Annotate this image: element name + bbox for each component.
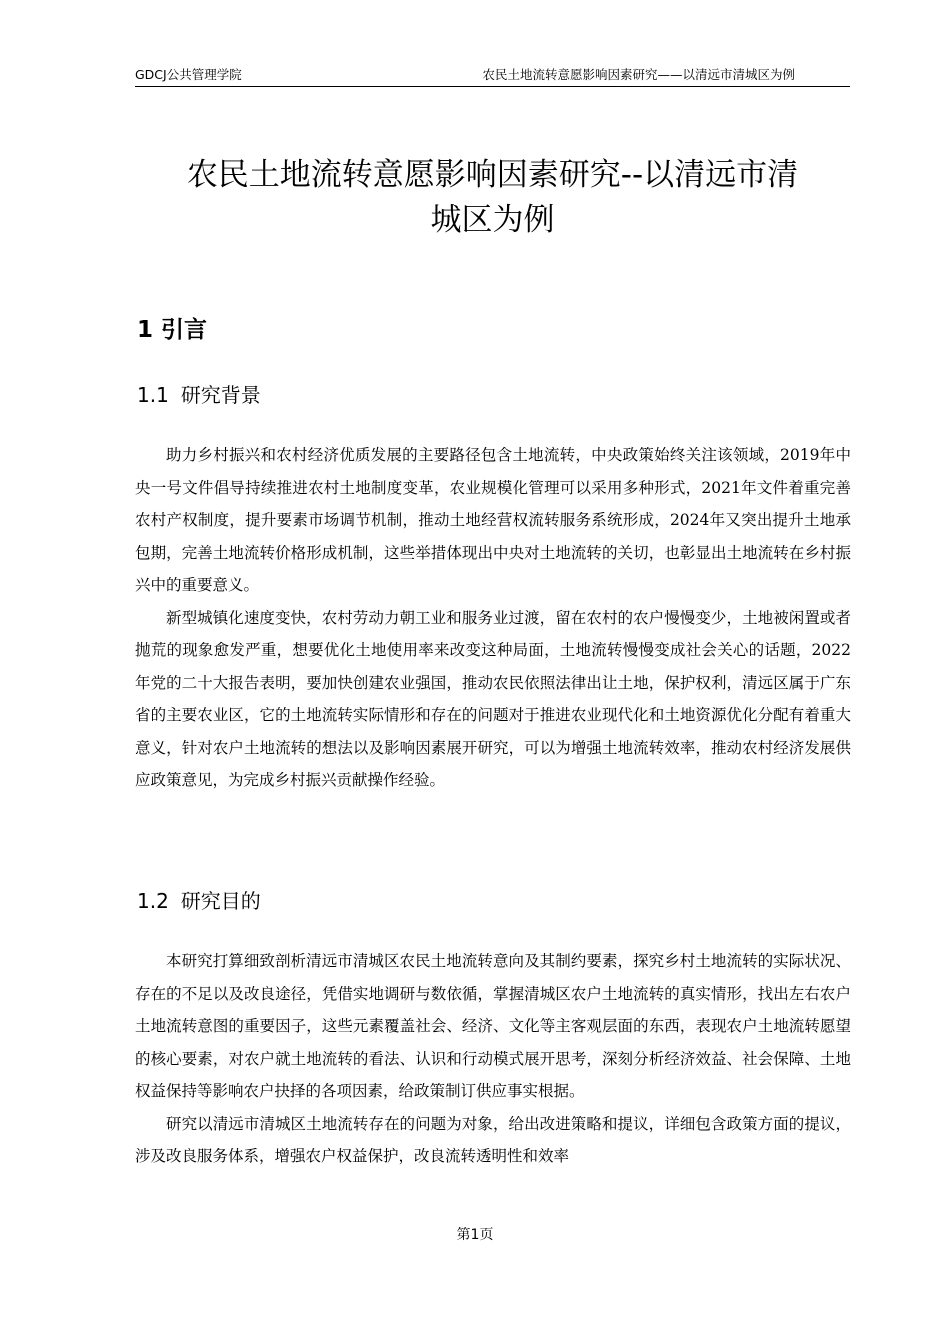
paragraph: 研究以清远市清城区土地流转存在的问题为对象，给出改进策略和提议，详细包含政策方面的提议，涉及改良服务体系，增强农户权益保护，改良流转透明性和效率 <box>135 1114 851 1165</box>
page-number: 第1页 <box>456 1227 494 1243</box>
document-title <box>135 153 850 243</box>
header-running-title: 农民土地流转意愿影响因素研究——以清远市清城区为例 <box>482 67 795 82</box>
title-line-1: 农民土地流转意愿影响因素研究--以清远市清 <box>186 157 799 193</box>
header-institution: GDCJ公共管理学院 <box>135 67 242 82</box>
paragraph: 本研究打算细致剖析清远市清城区农民土地流转意向及其制约要素，探究乡村土地流转的实际状况、存在的不足以及改良途径，凭借实地调研与数依循，掌握清城区农户土地流转的真实情形，找出左右农户土地流转意图的重要因子，这些元素覆盖社会、经济、文化等主客观层面的东西，表现农户土地流转愿望的核心要素，对农户就土地流转的看法、认识和行动模式展开思考，深刻分析经济效益、社会保障、土地权益保持等影响农户抉择的各项因素，给政策制订供应事实根据。 <box>135 952 851 1100</box>
subsection-1-2-number: 1.2 <box>137 889 169 913</box>
paragraph: 助力乡村振兴和农村经济优质发展的主要路径包含土地流转，中央政策始终关注该领域，2019年中央一号文件倡导持续推进农村土地制度变革，农业规模化管理可以采用多种形式，2021年文件着重完善农村产权制度，提升要素市场调节机制，推动土地经营权流转服务系统形成，2024年又突出提升土地承包期，完善土地流转价格形成机制，这些举措体现出中央对土地流转的关切，也彰显出土地流转在乡村振兴中的重要意义。 <box>135 446 851 594</box>
subsection-1-1-title: 研究背景 <box>180 383 261 407</box>
paragraph: 新型城镇化速度变快，农村劳动力朝工业和服务业过渡，留在农村的农户慢慢变少，土地被闲置或者抛荒的现象愈发严重，想要优化土地使用率来改变这种局面，土地流转慢慢变成社会关心的话题，2022年党的二十大报告表明，要加快创建农业强国，推动农民依照法律出让土地，保护权利，清远区属于广东省的主要农业区，它的土地流转实际情形和存在的问题对于推进农业现代化和土地资源优化分配有着重大意义，针对农户土地流转的想法以及影响因素展开研究，可以为增强土地流转效率，推动农村经济发展供应政策意见，为完成乡村振兴贡献操作经验。 <box>135 608 851 789</box>
subsection-1-2-title: 研究目的 <box>180 889 261 913</box>
section-1-heading: 1 引言 <box>137 317 208 343</box>
subsection-1-1-heading <box>137 380 261 410</box>
page-header <box>135 64 850 87</box>
subsection-1-1-number: 1.1 <box>137 383 169 407</box>
title-line-2: 城区为例 <box>430 202 555 238</box>
subsection-1-2-body <box>135 945 851 1173</box>
subsection-1-1-body <box>135 439 851 797</box>
subsection-1-2-heading <box>137 886 261 916</box>
